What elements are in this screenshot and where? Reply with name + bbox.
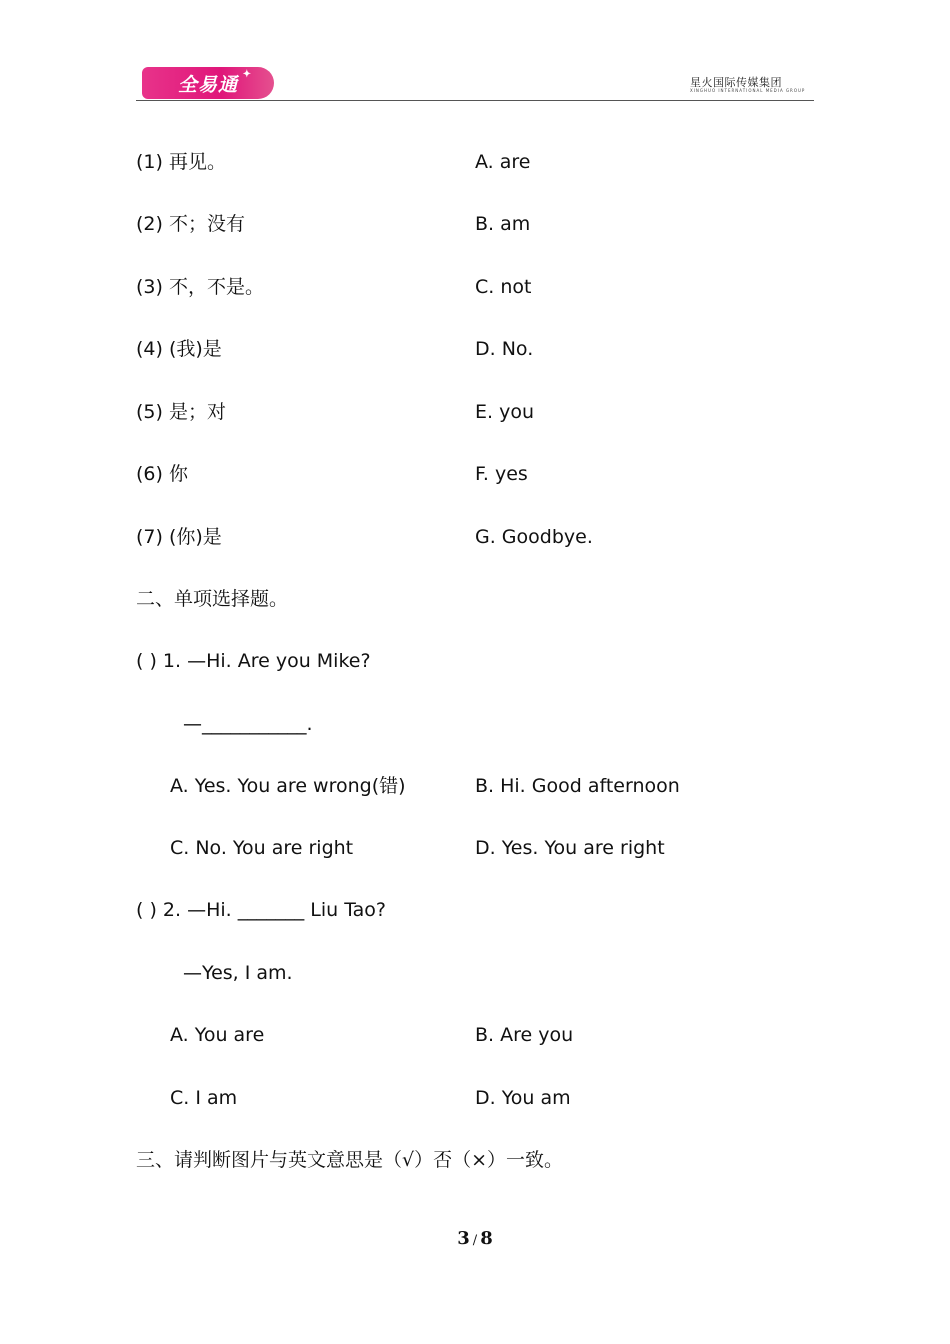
- page-number: [0, 1228, 950, 1249]
- page-separator: /: [472, 1233, 478, 1248]
- match-left-3: (3) 不，不是。: [136, 276, 264, 298]
- total-pages: 8: [480, 1228, 493, 1249]
- match-left-6: (6) 你: [136, 463, 188, 485]
- sparkle-icon: ✦: [242, 69, 252, 80]
- match-left-7: (7) (你)是: [136, 526, 222, 548]
- section2-heading: 二、单项选择题。: [136, 588, 289, 610]
- header-divider: [136, 100, 814, 101]
- brand-name: 星火国际传媒集团: [690, 76, 782, 89]
- logo-text: 全易通: [177, 73, 238, 96]
- match-left-1: (1) 再见。: [136, 151, 226, 173]
- match-right-d: D. No.: [475, 338, 534, 360]
- match-right-b: B. am: [475, 213, 531, 235]
- match-right-f: F. yes: [475, 463, 528, 485]
- q2-option-d: D. You am: [475, 1087, 571, 1109]
- q2-option-a: A. You are: [170, 1024, 265, 1046]
- brand-subtitle: XINGHUO INTERNATIONAL MEDIA GROUP: [690, 88, 806, 93]
- current-page: 3: [457, 1228, 470, 1249]
- match-left-5: (5) 是；对: [136, 401, 226, 423]
- section3-heading: 三、请判断图片与英文意思是（√）否（×）一致。: [136, 1149, 564, 1171]
- question-2-answer-line: —Yes, I am.: [183, 962, 293, 984]
- question-1: ( ) 1. —Hi. Are you Mike?: [136, 650, 371, 672]
- q2-option-c: C. I am: [170, 1087, 238, 1109]
- q1-option-b: B. Hi. Good afternoon: [475, 775, 680, 797]
- match-right-g: G. Goodbye.: [475, 526, 593, 548]
- question-1-answer-line: —___________.: [183, 713, 313, 735]
- question-2: ( ) 2. —Hi. _______ Liu Tao?: [136, 899, 387, 921]
- publisher-logo: [142, 67, 274, 99]
- q1-option-a: A. Yes. You are wrong(错): [170, 775, 406, 797]
- match-right-c: C. not: [475, 276, 532, 298]
- q1-option-d: D. Yes. You are right: [475, 837, 665, 859]
- match-left-2: (2) 不；没有: [136, 213, 245, 235]
- match-left-4: (4) (我)是: [136, 338, 222, 360]
- q2-option-b: B. Are you: [475, 1024, 574, 1046]
- match-right-e: E. you: [475, 401, 534, 423]
- match-right-a: A. are: [475, 151, 531, 173]
- q1-option-c: C. No. You are right: [170, 837, 354, 859]
